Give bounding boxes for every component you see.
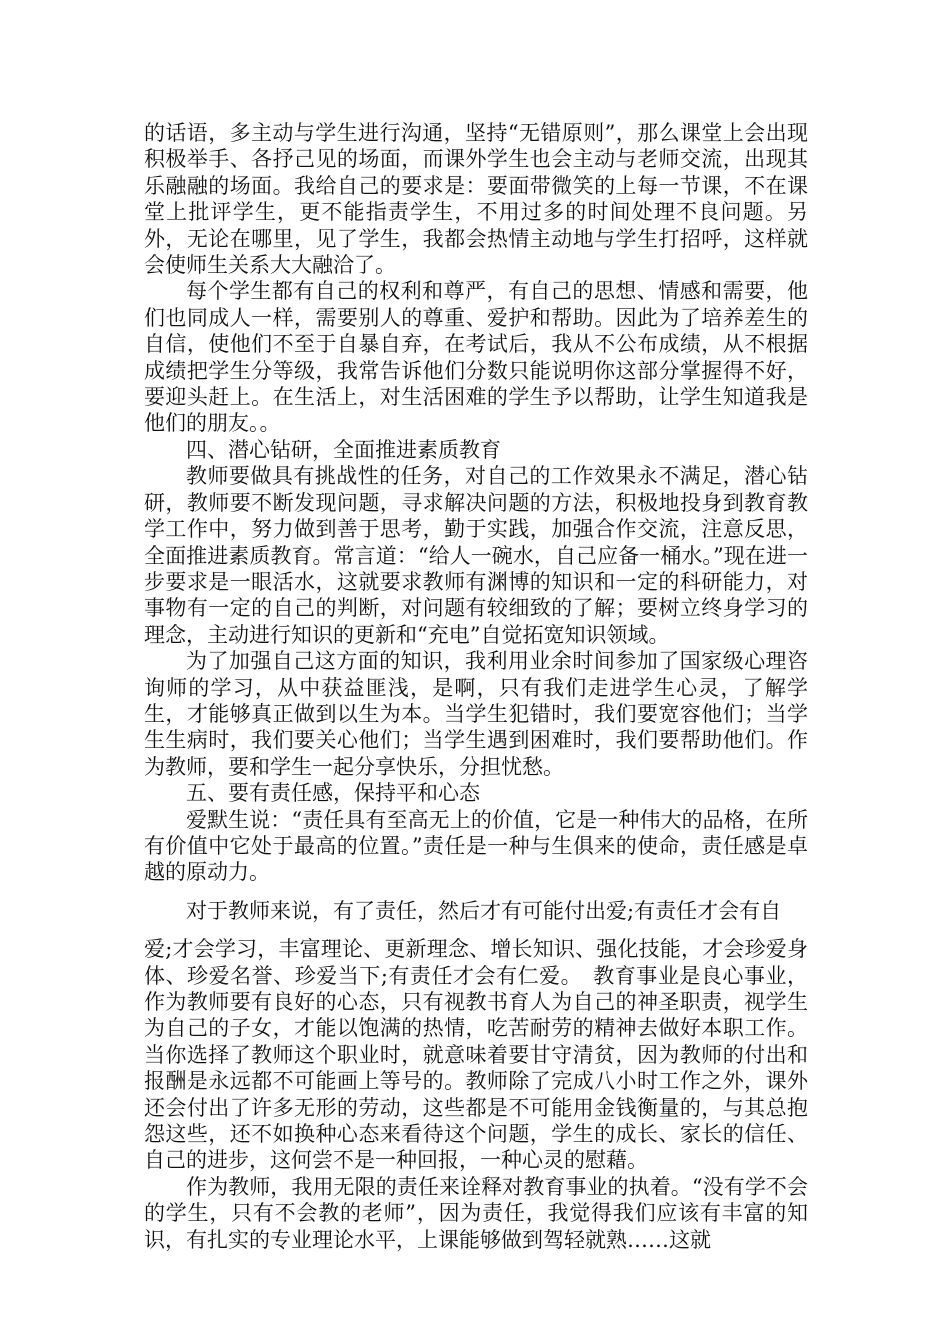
paragraph-4: 为了加强自己这方面的知识，我利用业余时间参加了国家级心理咨询师的学习，从中获益匪浅，是啊，只有我们走进学生心灵，了解学生，才能够真正做到以生为本。当学生犯错时，我们要宽容他们；当学生生病时，我们要关心他们；当学生遇到困难时，我们要帮助他们。作为教师，要和学生一起分享快乐，分担忧愁。 — [144, 649, 808, 779]
paragraph-2: 每个学生都有自己的权利和尊严，有自己的思想、情感和需要，他们也同成人一样，需要别人的尊重、爱护和帮助。因此为了培养差生的自信，使他们不至于自暴自弃，在考试后，我从不公布成绩，从不根据成绩把学生分等级，我常告诉他们分数只能说明你这部分掌握得不好，要迎头赶上。在生活上，对生活困难的学生予以帮助，让学生知道我是他们的朋友。。 — [144, 279, 808, 436]
section-heading-5: 五、要有责任感，保持平和心态 — [186, 781, 480, 806]
paragraph-7: 爱;才会学习，丰富理论、更新理念、增长知识、强化技能，才会珍爱身体、珍爱名誉、珍爱当下;有责任才会有仁爱。 教育事业是良心事业，作为教师要有良好的心态，只有视教书育人为自己的神圣职责，视学生为自己的子女，才能以饱满的热情，吃苦耐劳的精神去做好本职工作。当你选择了教师这个职业时，就意味着要甘守清贫，因为教师的付出和报酬是永远都不可能画上等号的。教师除了完成八小时工作之外，课外还会付出了许多无形的劳动，这些都是不可能用金钱衡量的，与其总抱怨这些，还不如换种心态来看待这个问题，学生的成长、家长的信任、自己的进步，这何尝不是一种回报，一种心灵的慰藉。 — [144, 937, 808, 1173]
paragraph-3: 教师要做具有挑战性的任务，对自己的工作效果永不满足，潜心钻研，教师要不断发现问题，寻求解决问题的方法，积极地投身到教育教学工作中，努力做到善于思考，勤于实践，加强合作交流，注意反思，全面推进素质教育。常言道：“给人一碗水，自己应备一桶水。”现在进一步要求是一眼活水，这就要求教师有渊博的知识和一定的科研能力，对事物有一定的自己的判断，对问题有较细致的了解；要树立终身学习的理念，主动进行知识的更新和“充电”自觉拓宽知识领域。 — [144, 464, 808, 647]
paragraph-1: 的话语，多主动与学生进行沟通，坚持“无错原则”，那么课堂上会出现积极举手、各抒己见的场面，而课外学生也会主动与老师交流，出现其乐融融的场面。我给自己的要求是：要面带微笑的上每一节课，不在课堂上批评学生，更不能指责学生，不用过多的时间处理不良问题。另外，无论在哪里，见了学生，我都会热情主动地与学生打招呼，这样就会使师生关系大大融洽了。 — [144, 121, 808, 278]
document-page — [144, 120, 808, 1253]
paragraph-6: 对于教师来说，有了责任，然后才有可能付出爱;有责任才会有自 — [186, 898, 782, 923]
section-heading-4: 四、潜心钻研，全面推进素质教育 — [186, 437, 501, 462]
paragraph-8: 作为教师，我用无限的责任来诠释对教育事业的执着。“没有学不会的学生，只有不会教的老师”，因为责任，我觉得我们应该有丰富的知识，有扎实的专业理论水平，上课能够做到驾轻就熟……这就 — [144, 1174, 808, 1252]
paragraph-5: 爱默生说：“责任具有至高无上的价值，它是一种伟大的品格，在所有价值中它处于最高的位置。”责任是一种与生俱来的使命，责任感是卓越的原动力。 — [144, 807, 808, 885]
